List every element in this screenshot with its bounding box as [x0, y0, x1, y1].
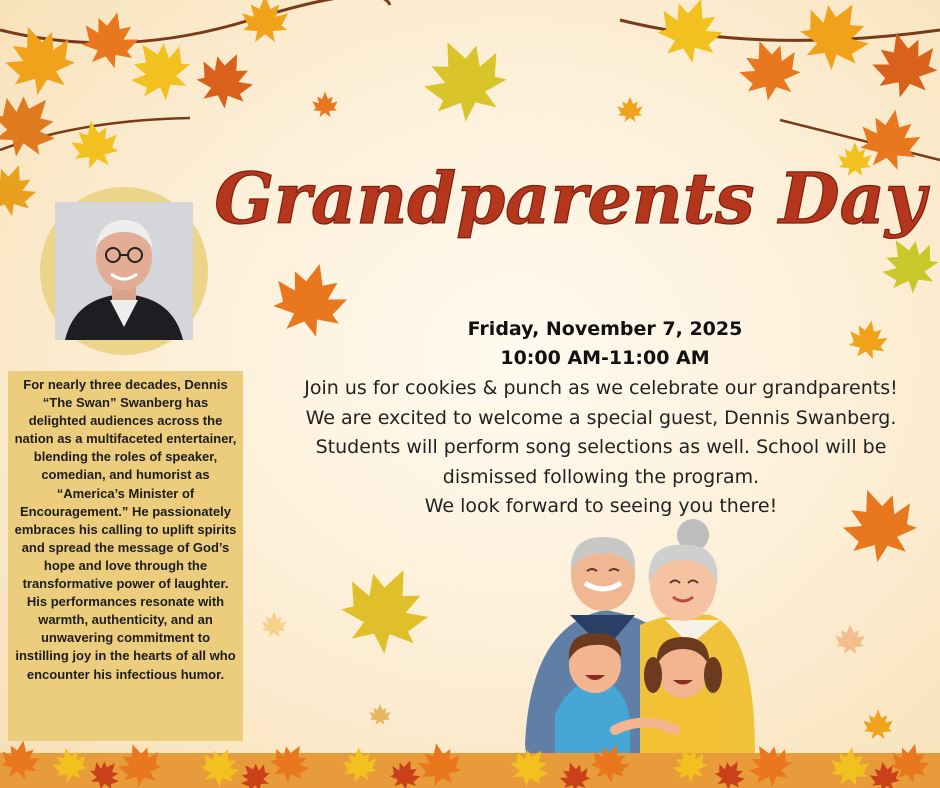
details-line: Join us for cookies & punch as we celebrate our grandparents! — [304, 377, 898, 399]
event-date: Friday, November 7, 2025 — [467, 318, 743, 340]
event-time: 10:00 AM-11:00 AM — [500, 347, 710, 369]
details-line: Students will perform song selections as well. School will be — [315, 436, 887, 458]
title-text: Grandparents Day — [214, 157, 926, 240]
event-details — [262, 374, 940, 522]
event-title — [214, 128, 926, 268]
details-line: We look forward to seeing you there! — [424, 495, 778, 517]
leaf-border — [0, 735, 940, 788]
details-line: We are excited to welcome a special guest, Dennis Swanberg. — [305, 406, 897, 429]
portrait-photo — [55, 202, 193, 340]
guest-bio: For nearly three decades, Dennis “The Swan” Swanberg has delighted audiences across the nation as a multifaceted entertainer, blending the roles of speaker, comedian, and humorist as “America’s Minister of Encouragement.” He passionately embraces his calling to uplift spirits and spread the message of God’s hope and love through the transformative power of laughter. His performances resonate with warmth, authenticity, and an unwavering commitment to instilling joy in the hearts of all who encounter his infectious humor. — [8, 371, 243, 741]
guest-portrait — [55, 202, 193, 340]
details-line: dismissed following the program. — [442, 465, 760, 488]
